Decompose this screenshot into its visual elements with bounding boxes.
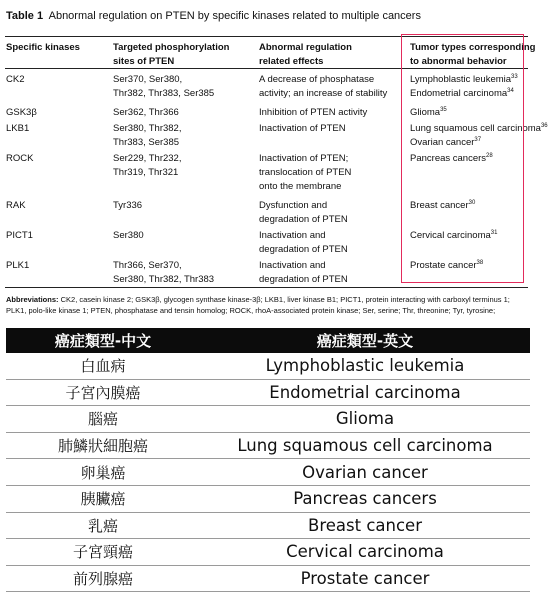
abbreviations-label: Abbreviations: — [6, 295, 59, 304]
header-col4-line: Tumor types corresponding — [410, 42, 536, 53]
translation-body — [6, 353, 530, 592]
tumor-name: Endometrial carcinoma — [410, 88, 508, 99]
regulation-effect: translocation of PTEN — [259, 167, 352, 178]
chinese-cancer-name: 前列腺癌 — [6, 565, 200, 592]
header-col2-line: sites of PTEN — [113, 56, 175, 67]
regulation-effect: Inactivation of PTEN; — [259, 153, 349, 164]
reference-number: 33 — [511, 74, 518, 80]
tumor-types-highlight-box — [401, 34, 524, 283]
header-col1-line: Specific kinases — [6, 42, 80, 53]
regulation-effect: degradation of PTEN — [259, 214, 348, 225]
table-caption — [6, 10, 421, 23]
caption-text: Abnormal regulation on PTEN by specific kinases related to multiple cancers — [48, 10, 421, 22]
regulation-effect: Inactivation and — [259, 230, 326, 241]
tumor-name: Ovarian cancer — [410, 137, 475, 148]
translation-row — [6, 353, 530, 379]
english-cancer-name: Glioma — [200, 406, 530, 433]
english-cancer-name: Endometrial carcinoma — [200, 379, 530, 406]
kinase-name: GSK3β — [6, 107, 37, 118]
header-chinese: 癌症類型-中文 — [6, 328, 200, 353]
header-col4-line: to abnormal behavior — [410, 56, 507, 67]
chinese-cancer-name: 子宮頸癌 — [6, 539, 200, 566]
kinase-name: PICT1 — [6, 230, 33, 241]
english-cancer-name: Lymphoblastic leukemia — [200, 353, 530, 379]
english-cancer-name: Prostate cancer — [200, 565, 530, 592]
regulation-effect: Inhibition of PTEN activity — [259, 107, 368, 118]
chinese-cancer-name: 胰臟癌 — [6, 485, 200, 512]
cancer-type-translation-table — [6, 328, 530, 592]
phosphorylation-sites: Thr383, Ser385 — [113, 137, 180, 148]
abbreviations-note — [6, 294, 528, 316]
regulation-effect: Inactivation and — [259, 260, 326, 271]
english-cancer-name: Ovarian cancer — [200, 459, 530, 486]
phosphorylation-sites: Thr366, Ser370, — [113, 260, 182, 271]
reference-number: 38 — [476, 260, 484, 266]
regulation-effect: degradation of PTEN — [259, 274, 348, 285]
tumor-name: Lymphoblastic leukemia — [410, 74, 512, 85]
header-col3-line: related effects — [259, 56, 324, 67]
translation-row — [6, 459, 530, 486]
tumor-name: Lung squamous cell carcinoma — [410, 123, 541, 134]
kinase-name: RAK — [6, 200, 26, 211]
tumor-name: Glioma — [410, 107, 441, 118]
reference-number: 30 — [468, 200, 476, 206]
chinese-cancer-name: 子宮內膜癌 — [6, 379, 200, 406]
regulation-effect: onto the membrane — [259, 181, 342, 192]
phosphorylation-sites: Ser370, Ser380, — [113, 74, 183, 85]
phosphorylation-sites: Ser380, Thr382, — [113, 123, 182, 134]
kinase-name: LKB1 — [6, 123, 30, 134]
reference-number: 35 — [440, 107, 447, 113]
regulation-effect: Dysfunction and — [259, 200, 328, 211]
translation-header-row — [6, 328, 530, 353]
chinese-cancer-name: 乳癌 — [6, 512, 200, 539]
reference-number: 31 — [490, 230, 498, 236]
header-english: 癌症類型-英文 — [200, 328, 530, 353]
tumor-name: Cervical carcinoma — [410, 230, 491, 241]
kinase-name: PLK1 — [6, 260, 30, 271]
translation-row — [6, 406, 530, 433]
kinase-name: ROCK — [6, 153, 34, 164]
phosphorylation-sites: Thr319, Thr321 — [113, 167, 179, 178]
english-cancer-name: Lung squamous cell carcinoma — [200, 432, 530, 459]
regulation-effect: A decrease of phosphatase — [259, 74, 375, 85]
bottom-rule — [5, 287, 528, 288]
translation-row — [6, 565, 530, 592]
caption-label: Table 1 — [6, 10, 44, 22]
reference-number: 34 — [507, 88, 514, 94]
tumor-name: Prostate cancer — [410, 260, 477, 271]
kinase-name: CK2 — [6, 74, 25, 85]
reference-number: 37 — [474, 137, 482, 143]
regulation-effect: Inactivation of PTEN — [259, 123, 346, 134]
reference-number: 28 — [486, 153, 493, 159]
abbreviations-text: CK2, casein kinase 2; GSK3β, glycogen synthase kinase-3β; LKB1, liver kinase B1; PICT1, protein interacting with carboxyl terminus 1; PLK1, polo-like kinase 1; PTEN, phosphatase and tensin homolog; ROCK, rhoA-associated protein kinase; Ser, serine; Thr, threonine; Tyr, tyrosine; — [6, 295, 510, 315]
translation-row — [6, 512, 530, 539]
english-cancer-name: Pancreas cancers — [200, 485, 530, 512]
tumor-name: Pancreas cancers — [410, 153, 487, 164]
chinese-cancer-name: 白血病 — [6, 353, 200, 379]
header-col2-line: Targeted phosphorylation — [113, 42, 230, 53]
english-cancer-name: Breast cancer — [200, 512, 530, 539]
phosphorylation-sites: Ser380, Thr382, Thr383 — [113, 274, 215, 285]
english-cancer-name: Cervical carcinoma — [200, 539, 530, 566]
header-col3-line: Abnormal regulation — [259, 42, 352, 53]
reference-number: 36 — [540, 123, 548, 129]
tumor-name: Breast cancer — [410, 200, 469, 211]
phosphorylation-sites: Tyr336 — [113, 200, 143, 211]
regulation-effect: activity; an increase of stability — [259, 88, 388, 99]
regulation-effect: degradation of PTEN — [259, 244, 348, 255]
translation-row — [6, 379, 530, 406]
chinese-cancer-name: 肺鱗狀細胞癌 — [6, 432, 200, 459]
translation-row — [6, 539, 530, 566]
translation-row — [6, 485, 530, 512]
chinese-cancer-name: 腦癌 — [6, 406, 200, 433]
chinese-cancer-name: 卵巢癌 — [6, 459, 200, 486]
phosphorylation-sites: Ser362, Thr366 — [113, 107, 179, 118]
phosphorylation-sites: Thr382, Thr383, Ser385 — [113, 88, 215, 99]
phosphorylation-sites: Ser380 — [113, 230, 144, 241]
phosphorylation-sites: Ser229, Thr232, — [113, 153, 182, 164]
translation-row — [6, 432, 530, 459]
